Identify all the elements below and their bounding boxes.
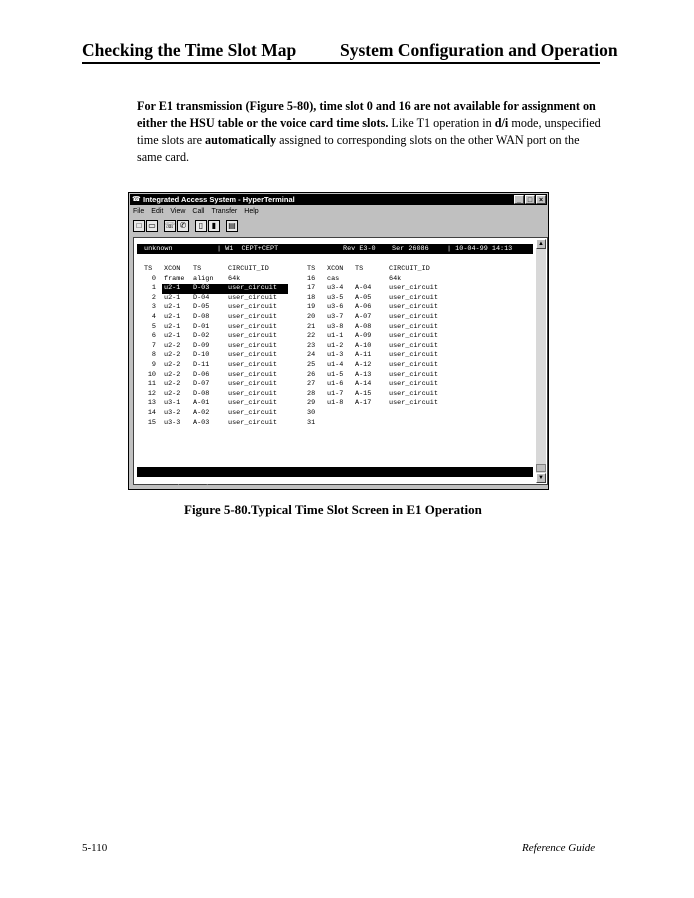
left-row-ts: 10: [147, 370, 156, 379]
right-row-xcon: u1-1: [327, 332, 344, 341]
right-row-circuit: user_circuit: [389, 380, 438, 389]
right-row-ts: 16: [307, 274, 316, 283]
right-row-xcon: u1-4: [327, 361, 344, 369]
hyperterminal-window: [128, 192, 549, 490]
left-row-xts: A-03: [193, 418, 210, 427]
hyperterminal-icon: ☎: [132, 196, 141, 203]
send-icon[interactable]: ▯: [195, 220, 207, 232]
left-row-circuit: user_circuit: [228, 418, 277, 427]
left-row-xcon: u2-2: [164, 389, 181, 398]
hdr-ts-right: TS: [307, 265, 316, 273]
command-bar: [137, 467, 533, 486]
left-row-xcon: u2-1: [164, 332, 181, 341]
left-row-ts: 0: [151, 274, 156, 283]
toolbar: [133, 220, 242, 234]
left-row-xts: D-03: [193, 284, 210, 293]
right-row-xcon: u1-6: [327, 380, 344, 389]
left-row-circuit: user_circuit: [228, 389, 277, 398]
right-row-xts: A-10: [355, 341, 372, 350]
left-row-xts: D-01: [193, 322, 210, 331]
left-row-xcon: u2-1: [164, 284, 181, 293]
menu-call[interactable]: Call: [192, 208, 205, 215]
left-row-xcon: u2-1: [164, 322, 181, 331]
status-serial: Ser 26086: [392, 245, 429, 253]
left-row-xts: D-07: [193, 380, 210, 389]
left-row-xts: D-09: [193, 341, 210, 350]
scroll-up-icon[interactable]: ▲: [536, 239, 546, 249]
para-text-1: Like T1 operation in: [388, 116, 495, 130]
left-row-xcon: u3-1: [164, 399, 181, 408]
right-row-ts: 23: [307, 341, 316, 350]
right-row-ts: 28: [307, 389, 316, 398]
left-row-xcon: u2-2: [164, 370, 181, 379]
scroll-down-icon[interactable]: ▼: [536, 473, 546, 483]
right-row-ts: 20: [307, 313, 316, 321]
right-row-circuit: user_circuit: [389, 351, 438, 360]
left-row-xcon: u2-2: [164, 351, 181, 360]
right-row-xcon: u1-3: [327, 351, 344, 360]
hdr-xcon-left: XCON: [164, 265, 181, 273]
left-row-xts: A-02: [193, 409, 210, 417]
status-date: | 10-04-99 14:13: [447, 245, 513, 253]
page-number: 5-110: [82, 842, 108, 854]
minimize-button[interactable]: _: [514, 195, 524, 204]
left-row-xcon: u2-1: [164, 293, 181, 302]
right-row-circuit: user_circuit: [389, 284, 438, 293]
left-row-ts: 2: [151, 293, 156, 302]
left-row-circuit: user_circuit: [228, 361, 277, 369]
right-row-xts: A-12: [355, 361, 372, 369]
right-row-ts: 25: [307, 361, 316, 369]
left-row-ts: 1: [151, 284, 156, 293]
left-row-circuit: user_circuit: [228, 313, 277, 321]
menu-transfer[interactable]: Transfer: [211, 208, 238, 215]
left-row-ts: 8: [151, 351, 156, 360]
menu-help[interactable]: Help: [244, 208, 259, 215]
left-row-circuit: user_circuit: [228, 341, 277, 350]
left-row-ts: 14: [147, 409, 156, 417]
vertical-scrollbar[interactable]: [536, 239, 546, 483]
right-row-xts: A-07: [355, 313, 372, 321]
right-row-xts: A-08: [355, 322, 372, 331]
left-row-xcon: u3-3: [164, 418, 181, 427]
right-row-circuit: user_circuit: [389, 332, 438, 341]
left-row-xts: D-11: [193, 361, 210, 369]
menu-bar: [133, 207, 259, 217]
left-row-circuit: 64k: [228, 274, 241, 283]
new-connection-icon[interactable]: □: [133, 220, 145, 232]
hdr-circuit-left: CIRCUIT_ID: [228, 265, 269, 273]
left-row-xcon: u2-1: [164, 303, 181, 312]
left-row-ts: 4: [151, 313, 156, 321]
hdr-ts-left: TS: [144, 265, 153, 273]
window-titlebar[interactable]: [130, 194, 547, 205]
left-row-circuit: user_circuit: [228, 399, 277, 408]
window-title: Integrated Access System - HyperTerminal: [143, 195, 295, 204]
hdr-xcon-right: XCON: [327, 265, 344, 273]
left-row-circuit: user_circuit: [228, 332, 277, 341]
right-row-xts: A-05: [355, 293, 372, 302]
left-row-xts: D-02: [193, 332, 210, 341]
maximize-button[interactable]: □: [525, 195, 535, 204]
right-row-circuit: user_circuit: [389, 361, 438, 369]
right-row-xts: A-04: [355, 284, 372, 293]
right-row-xts: A-14: [355, 380, 372, 389]
properties-icon[interactable]: ▤: [226, 220, 238, 232]
right-row-xcon: u3-6: [327, 303, 344, 312]
menu-file[interactable]: File: [133, 208, 145, 215]
right-row-ts: 27: [307, 380, 316, 389]
left-row-xcon: u2-2: [164, 380, 181, 389]
left-row-ts: 11: [147, 380, 156, 389]
right-row-ts: 24: [307, 351, 316, 360]
left-row-ts: 9: [151, 361, 156, 369]
menu-view[interactable]: View: [170, 208, 186, 215]
right-row-ts: 31: [307, 418, 316, 427]
para-bold-1: For E1 transmission (Figure 5-80), time slot 0 and 16 are not available for assignment on either the HSU table or the voice card time slots.: [137, 99, 596, 130]
left-row-xcon: frame: [164, 274, 185, 283]
right-row-xts: A-09: [355, 332, 372, 341]
right-row-circuit: user_circuit: [389, 313, 438, 321]
terminal-screen[interactable]: [137, 241, 533, 486]
header-rule: [82, 62, 600, 64]
para-bold-2: d/i: [494, 116, 509, 130]
right-row-ts: 21: [307, 322, 316, 331]
right-row-xcon: u1-5: [327, 370, 344, 379]
right-row-ts: 26: [307, 370, 316, 379]
right-row-ts: 22: [307, 332, 316, 341]
menu-edit[interactable]: Edit: [151, 208, 164, 215]
right-row-xts: A-11: [355, 351, 372, 360]
left-row-circuit: user_circuit: [228, 351, 277, 360]
right-row-ts: 29: [307, 399, 316, 408]
right-row-circuit: user_circuit: [389, 370, 438, 379]
hdr-circuit-right: CIRCUIT_ID: [389, 265, 430, 273]
receive-icon[interactable]: ▮: [208, 220, 220, 232]
open-icon[interactable]: ▭: [146, 220, 158, 232]
right-row-circuit: user_circuit: [389, 293, 438, 302]
left-row-xts: align: [193, 274, 214, 283]
disconnect-icon[interactable]: ✆: [177, 220, 189, 232]
right-row-xcon: u3-7: [327, 313, 344, 321]
left-row-circuit: user_circuit: [228, 284, 277, 293]
left-row-circuit: user_circuit: [228, 322, 277, 331]
right-row-circuit: user_circuit: [389, 399, 438, 408]
right-row-xcon: u1-7: [327, 389, 344, 398]
close-button[interactable]: ×: [536, 195, 546, 204]
right-row-xts: A-06: [355, 303, 372, 312]
right-row-ts: 19: [307, 303, 316, 312]
left-row-xts: D-05: [193, 303, 210, 312]
left-row-xcon: u3-2: [164, 409, 181, 417]
right-row-circuit: 64k: [389, 274, 402, 283]
window-controls: [514, 195, 546, 204]
scroll-thumb[interactable]: [536, 464, 546, 472]
right-row-ts: 17: [307, 284, 316, 293]
left-row-circuit: user_circuit: [228, 380, 277, 389]
left-row-ts: 15: [147, 418, 156, 427]
status-host: unknown: [144, 245, 173, 253]
left-row-xts: D-08: [193, 389, 210, 398]
right-row-xcon: u1-2: [327, 341, 344, 350]
left-row-xts: D-08: [193, 313, 210, 321]
left-row-circuit: user_circuit: [228, 293, 277, 302]
right-row-ts: 18: [307, 293, 316, 302]
left-row-xcon: u2-2: [164, 341, 181, 350]
left-row-xcon: u2-2: [164, 361, 181, 369]
left-row-ts: 6: [151, 332, 156, 341]
right-row-xcon: u3-8: [327, 322, 344, 331]
right-row-xcon: cas: [327, 274, 340, 283]
right-row-circuit: user_circuit: [389, 341, 438, 350]
right-row-circuit: user_circuit: [389, 303, 438, 312]
left-row-xcon: u2-1: [164, 313, 181, 321]
hdr-ts2-right: TS: [355, 265, 364, 273]
terminal-frame: [133, 237, 548, 485]
right-row-xts: A-15: [355, 389, 372, 398]
terminal-status-bar: [137, 244, 533, 254]
para-text-3: assigned to corresponding slots on the other WAN port on the same card.: [137, 133, 580, 164]
left-row-xts: D-06: [193, 370, 210, 379]
right-row-xcon: u3-5: [327, 293, 344, 302]
right-row-xcon: u3-4: [327, 284, 344, 293]
left-row-xts: D-10: [193, 351, 210, 360]
footer-doc-title: Reference Guide: [522, 842, 596, 854]
command-menu[interactable]: Refresh | Test | Main: [144, 478, 230, 486]
left-row-ts: 3: [151, 303, 156, 312]
left-row-ts: 7: [151, 341, 156, 350]
running-header-section: Checking the Time Slot Map: [82, 40, 297, 60]
right-row-circuit: user_circuit: [389, 322, 438, 331]
left-row-circuit: user_circuit: [228, 370, 277, 379]
right-row-xts: A-17: [355, 399, 372, 408]
running-header-chapter: System Configuration and Operation: [340, 40, 618, 60]
connect-icon[interactable]: ☏: [165, 221, 176, 230]
left-row-circuit: user_circuit: [228, 409, 277, 417]
right-row-xcon: u1-8: [327, 399, 344, 408]
status-port: | W1 CEPT+CEPT: [217, 245, 279, 253]
para-text-2: mode, unspecified time slots are: [137, 116, 601, 147]
left-row-ts: 13: [147, 399, 156, 408]
figure-caption: Figure 5-80.Typical Time Slot Screen in E1 Operation: [184, 502, 482, 517]
left-row-ts: 12: [147, 389, 156, 398]
left-row-circuit: user_circuit: [228, 303, 277, 312]
left-row-ts: 5: [151, 322, 156, 331]
body-paragraph: [137, 98, 601, 166]
left-row-xts: A-01: [193, 399, 210, 408]
right-row-xts: A-13: [355, 370, 372, 379]
para-bold-3: automatically: [205, 133, 277, 147]
hdr-ts2-left: TS: [193, 265, 202, 273]
right-row-ts: 30: [307, 409, 316, 417]
status-rev: Rev E3-0: [343, 245, 376, 253]
left-row-xts: D-04: [193, 293, 210, 302]
right-row-circuit: user_circuit: [389, 389, 438, 398]
